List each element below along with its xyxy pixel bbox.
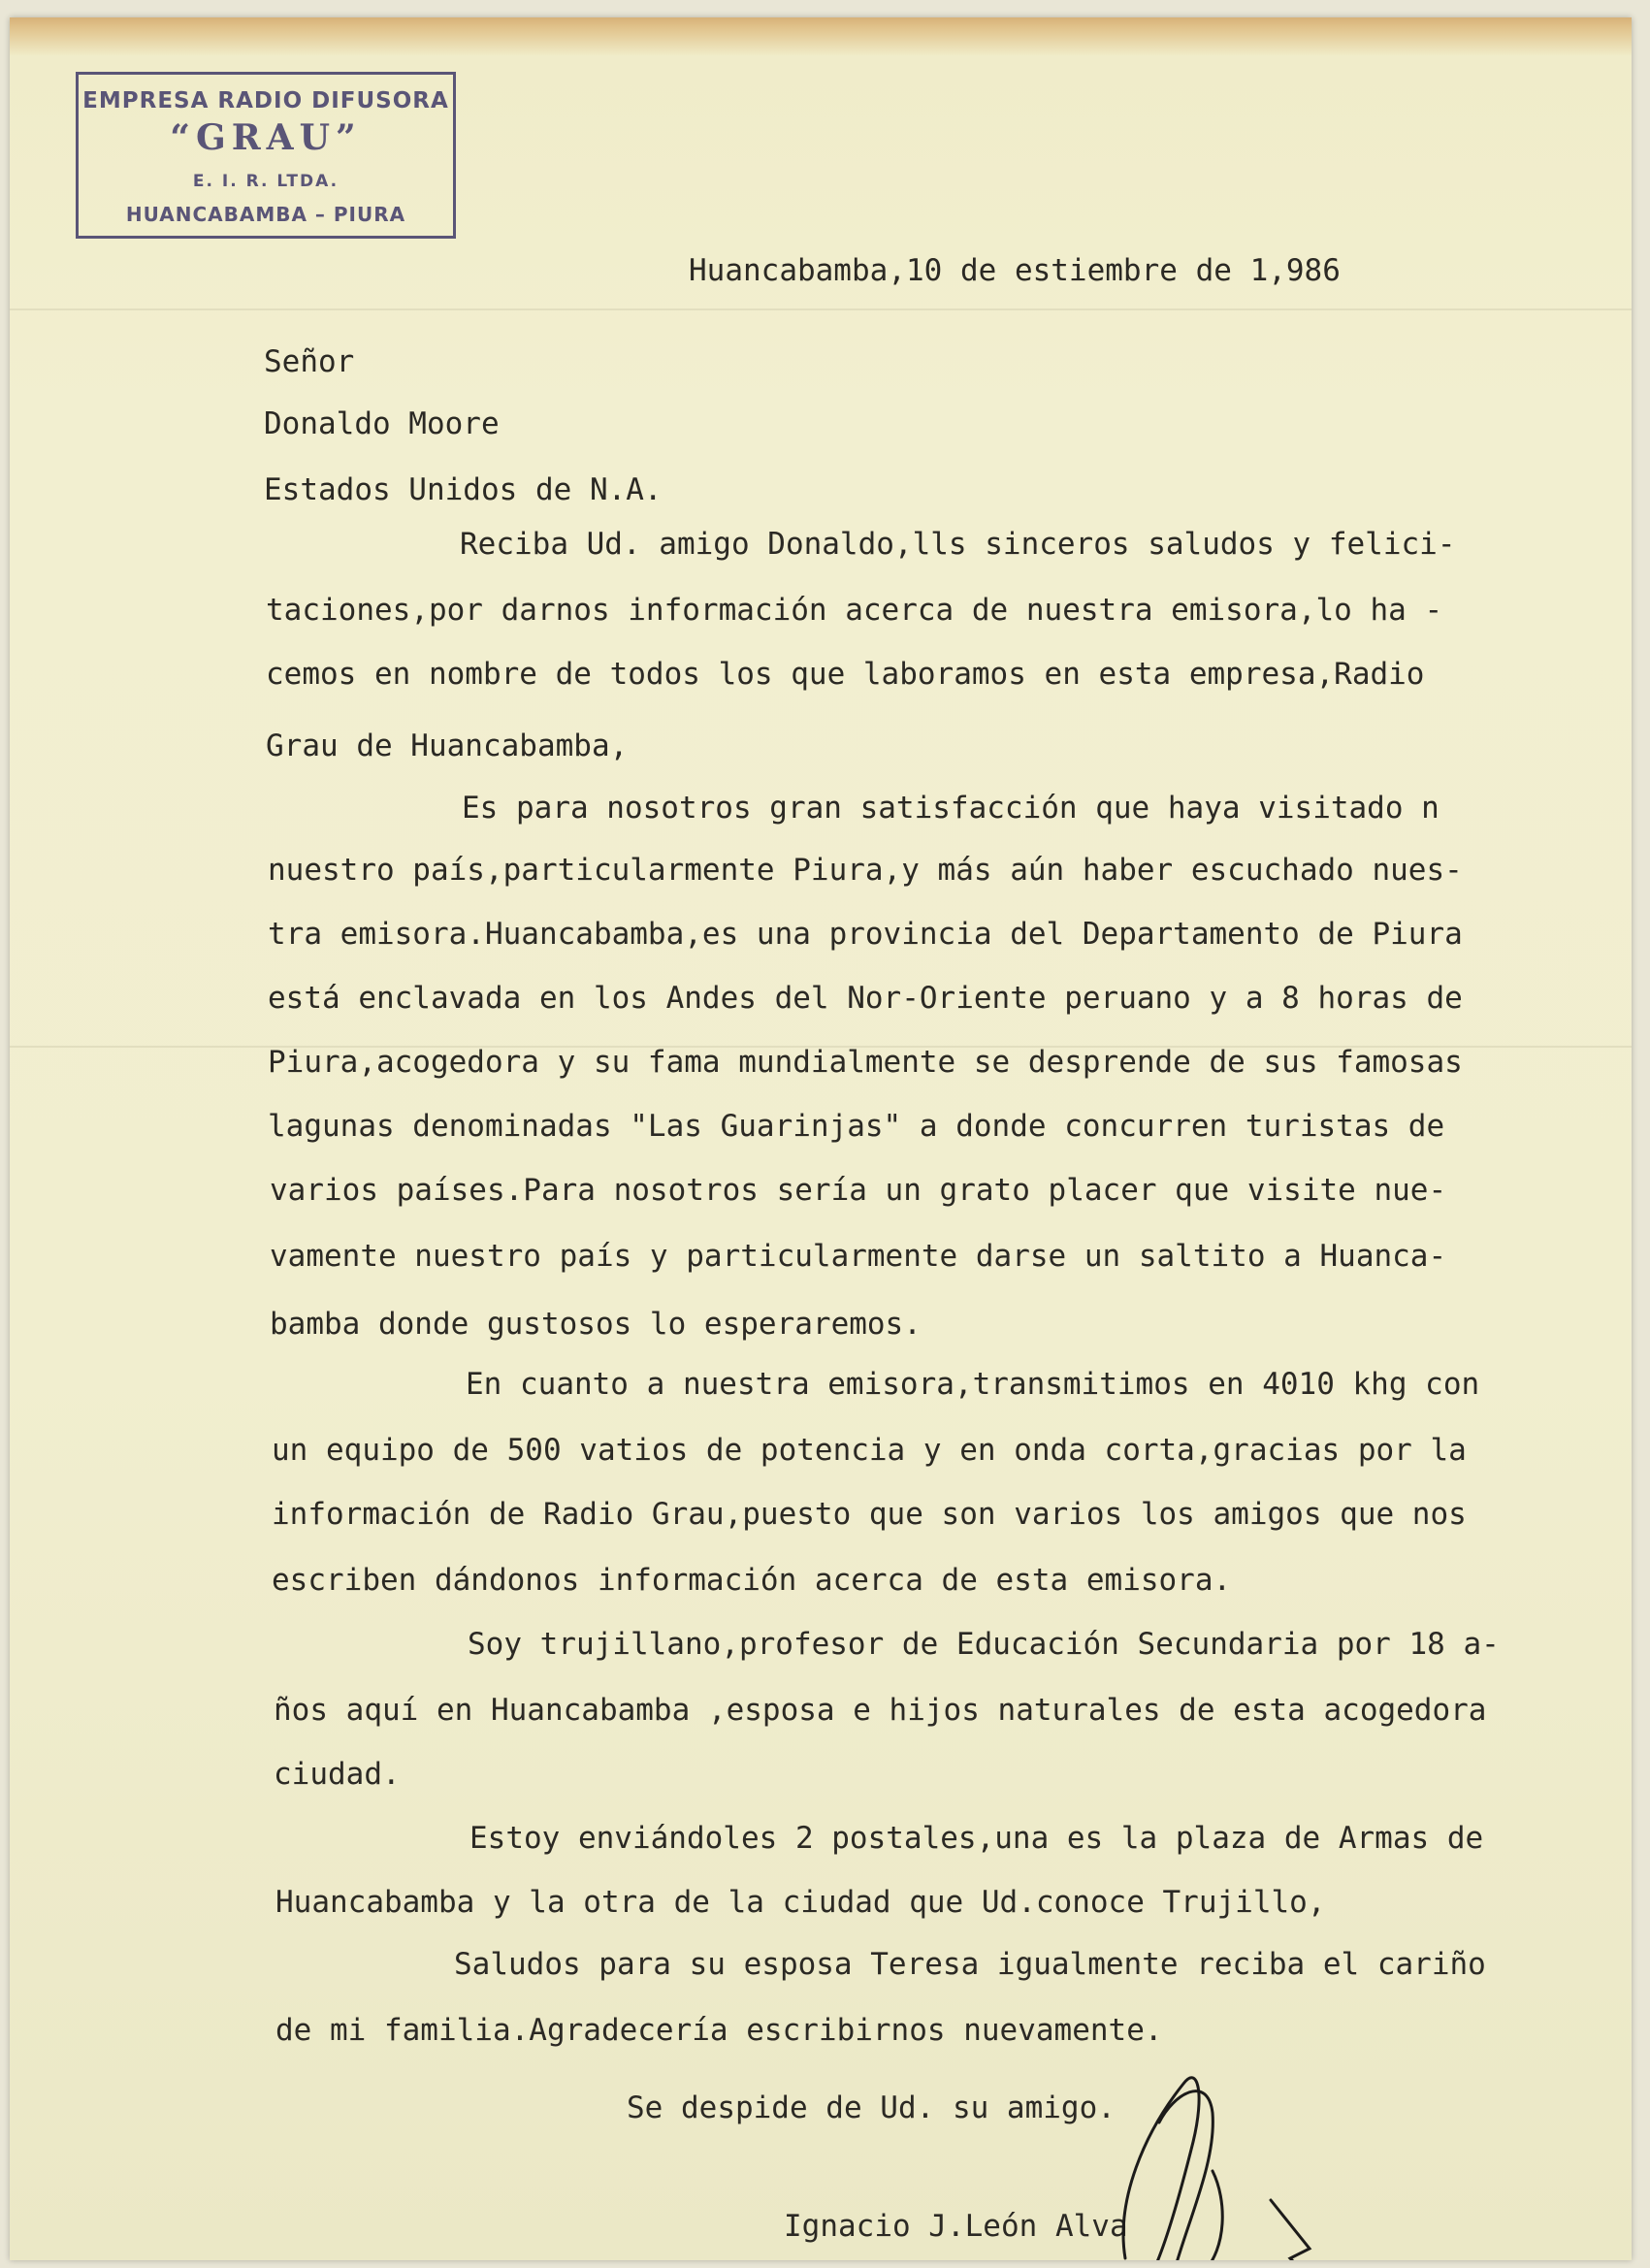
paper-stain — [10, 17, 1632, 56]
body-line: Saludos para su esposa Teresa igualmente reciba el cariño — [454, 1947, 1486, 1982]
body-line: lagunas denominadas "Las Guarinjas" a donde concurren turistas de — [268, 1109, 1445, 1144]
body-line: Huancabamba y la otra de la ciudad que Ud.conoce Trujillo, — [275, 1885, 1326, 1920]
body-line: Soy trujillano,profesor de Educación Secundaria por 18 a- — [468, 1627, 1500, 1662]
stamp-line-location: HUANCABAMBA – PIURA — [125, 203, 406, 226]
body-line: Es para nosotros gran satisfacción que haya visitado n — [462, 791, 1440, 826]
recipient-country: Estados Unidos de N.A. — [264, 472, 663, 507]
stamp-line-name: “GRAU” — [170, 117, 362, 158]
body-line: Piura,acogedora y su fama mundialmente se desprende de sus famosas — [268, 1045, 1463, 1080]
body-line: ños aquí en Huancabamba ,esposa e hijos naturales de esta acogedora — [274, 1693, 1487, 1728]
body-line: vamente nuestro país y particularmente darse un saltito a Huanca- — [270, 1239, 1447, 1274]
body-line: cemos en nombre de todos los que laboramos en esta empresa,Radio — [266, 657, 1425, 692]
body-line: Estoy enviándoles 2 postales,una es la plaza de Armas de — [469, 1821, 1484, 1856]
stamp-line-legal: E. I. R. LTDA. — [192, 172, 340, 191]
body-line: información de Radio Grau,puesto que son varios los amigos que nos — [272, 1497, 1467, 1532]
body-line: un equipo de 500 vatios de potencia y en onda corta,gracias por la — [272, 1433, 1467, 1468]
company-stamp — [76, 72, 456, 239]
letter-page — [10, 17, 1632, 2260]
closing-line: Se despide de Ud. su amigo. — [627, 2090, 1116, 2125]
body-line: escriben dándonos información acerca de esta emisora. — [272, 1563, 1232, 1598]
body-line: ciudad. — [274, 1757, 401, 1792]
body-line: Reciba Ud. amigo Donaldo,lls sinceros saludos y felici- — [460, 527, 1456, 562]
body-line: está enclavada en los Andes del Nor-Oriente peruano y a 8 horas de — [268, 981, 1463, 1016]
body-line: de mi familia.Agradecería escribirnos nuevamente. — [275, 2013, 1163, 2048]
body-line: bamba donde gustosos lo esperaremos. — [270, 1307, 922, 1342]
body-line: En cuanto a nuestra emisora,transmitimos en 4010 khg con — [466, 1367, 1480, 1402]
salutation: Señor — [264, 344, 355, 379]
paper-fold — [10, 308, 1632, 310]
letter-date: Huancabamba,10 de estiembre de 1,986 — [689, 253, 1341, 288]
signer-name: Ignacio J.León Alva — [784, 2209, 1128, 2244]
body-line: taciones,por darnos información acerca de nuestra emisora,lo ha - — [266, 593, 1443, 628]
recipient-name: Donaldo Moore — [264, 406, 500, 441]
handwritten-signature — [980, 2055, 1348, 2260]
body-line: tra emisora.Huancabamba,es una provincia del Departamento de Piura — [268, 917, 1463, 952]
body-line: varios países.Para nosotros sería un grato placer que visite nue- — [270, 1173, 1447, 1208]
body-line: nuestro país,particularmente Piura,y más aún haber escuchado nues- — [268, 853, 1463, 888]
body-line: Grau de Huancabamba, — [266, 729, 629, 763]
stamp-line-company: EMPRESA RADIO DIFUSORA — [82, 88, 449, 113]
